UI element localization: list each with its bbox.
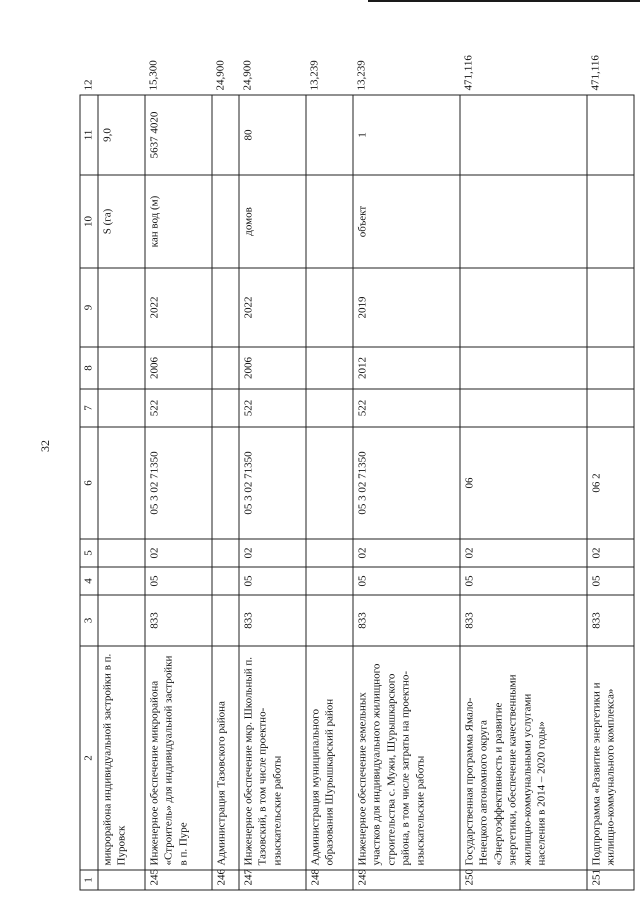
table-row bbox=[145, 78, 212, 890]
cell-c8: 2006 bbox=[239, 347, 306, 389]
cell-c7 bbox=[460, 389, 587, 427]
cell-c12: 13,239 bbox=[355, 60, 368, 91]
cell-num: 246 bbox=[212, 870, 239, 890]
cell-c11 bbox=[306, 95, 353, 175]
cell-c5: 02 bbox=[239, 539, 306, 567]
cell-c7: 522 bbox=[145, 389, 212, 427]
cell-c4 bbox=[306, 567, 353, 595]
cell-c3 bbox=[212, 595, 239, 646]
table-row bbox=[353, 78, 460, 890]
cell-c6 bbox=[212, 427, 239, 539]
cell-c9: 2022 bbox=[145, 268, 212, 347]
cell-c10 bbox=[587, 175, 634, 268]
column-number: 10 bbox=[80, 175, 98, 268]
cell-c5: 02 bbox=[353, 539, 460, 567]
cell-name: Инженерное обеспечение земельных участков для индивидуального жилищного строительства с. Мужи, Шурышкарского района, в том числе затраты на проектно-изыскательские работы bbox=[353, 646, 460, 870]
cell-c11: 1 bbox=[353, 95, 460, 175]
cell-c11 bbox=[460, 95, 587, 175]
column-number: 1 bbox=[80, 870, 98, 890]
cell-c12: 24,900 bbox=[241, 60, 254, 91]
cell-num: 249 bbox=[353, 870, 460, 890]
cell-name: Администрация муниципального образования Шурышкарский район bbox=[306, 646, 353, 870]
cell-c4 bbox=[212, 567, 239, 595]
cell-c10 bbox=[212, 175, 239, 268]
cell-num bbox=[98, 870, 145, 890]
table-row-continuation bbox=[98, 78, 145, 890]
cell-c9 bbox=[306, 268, 353, 347]
cell-c12: 15,300 bbox=[147, 60, 160, 91]
cell-c8: 2006 bbox=[145, 347, 212, 389]
cell-name: Подпрограмма «Развитие энергетики и жилищно-коммунального комплекса» bbox=[587, 646, 634, 870]
cell-c3: 833 bbox=[587, 595, 634, 646]
cell-num: 250 bbox=[460, 870, 587, 890]
cell-c8 bbox=[460, 347, 587, 389]
cell-c10 bbox=[460, 175, 587, 268]
cell-c11: 5637 4020 bbox=[145, 95, 212, 175]
cell-c4: 05 bbox=[460, 567, 587, 595]
column-number: 8 bbox=[80, 347, 98, 389]
cell-c4: 05 bbox=[145, 567, 212, 595]
cell-c8: 2012 bbox=[353, 347, 460, 389]
cell-num: 248 bbox=[306, 870, 353, 890]
cell-c3: 833 bbox=[460, 595, 587, 646]
table-row bbox=[212, 78, 239, 890]
cell-num: 247 bbox=[239, 870, 306, 890]
cell-c6: 05 3 02 71350 bbox=[353, 427, 460, 539]
cell-c4: 05 bbox=[587, 567, 634, 595]
cell-c6: 05 3 02 71350 bbox=[239, 427, 306, 539]
top-rule bbox=[368, 0, 640, 2]
cell-c3 bbox=[306, 595, 353, 646]
cell-c9 bbox=[587, 268, 634, 347]
cell-c9: 2022 bbox=[239, 268, 306, 347]
column-number: 9 bbox=[80, 268, 98, 347]
cell-c11 bbox=[212, 95, 239, 175]
cell-c3: 833 bbox=[145, 595, 212, 646]
cell-quantity: 9,0 bbox=[98, 95, 145, 175]
page-number: 32 bbox=[38, 440, 52, 452]
cell-c10: кан вод (м) bbox=[145, 175, 212, 268]
column-number: 11 bbox=[80, 95, 98, 175]
column-number: 6 bbox=[80, 427, 98, 539]
cell-c6: 06 bbox=[460, 427, 587, 539]
cell-name: Инженерное обеспечение мкр. Школьный п. Тазовский, в том числе проектно-изыскательские работы bbox=[239, 646, 306, 870]
cell-c12: 471,116 bbox=[462, 55, 475, 91]
cell-c12: 13,239 bbox=[308, 60, 321, 91]
cell-name: Инженерное обеспечение микрорайона «Строитель» для индивидуальной застройки в п. Пуре bbox=[145, 646, 212, 870]
cell-c4: 05 bbox=[239, 567, 306, 595]
table-row bbox=[460, 78, 587, 890]
cell-c5: 02 bbox=[460, 539, 587, 567]
cell-num: 251 bbox=[587, 870, 634, 890]
cell-c7 bbox=[306, 389, 353, 427]
column-number: 12 bbox=[82, 79, 94, 91]
cell-num: 245 bbox=[145, 870, 212, 890]
cell-c5: 02 bbox=[587, 539, 634, 567]
cell-c3: 833 bbox=[239, 595, 306, 646]
table-row bbox=[306, 78, 353, 890]
cell-name: Государственная программа Ямало-Ненецкого автономного округа «Энергоэффективность и развитие энергетики, обеспечение качественными жилищно-коммунальными услугами населения в 2014 – 2020 годы» bbox=[460, 646, 587, 870]
cell-c8 bbox=[212, 347, 239, 389]
cell-c7 bbox=[587, 389, 634, 427]
cell-c7 bbox=[212, 389, 239, 427]
column-number: 2 bbox=[80, 646, 98, 870]
cell-unit: S (га) bbox=[98, 175, 145, 268]
cell-c3: 833 bbox=[353, 595, 460, 646]
cell-c6: 05 3 02 71350 bbox=[145, 427, 212, 539]
budget-table bbox=[80, 55, 635, 891]
column-number: 3 bbox=[80, 595, 98, 646]
cell-c5 bbox=[212, 539, 239, 567]
cell-c11: 80 bbox=[239, 95, 306, 175]
cell-c5: 02 bbox=[145, 539, 212, 567]
cell-name: микрорайона индивидуальной застройки в п. Пуровск bbox=[98, 646, 145, 870]
cell-c8 bbox=[306, 347, 353, 389]
cell-c11 bbox=[587, 95, 634, 175]
cell-name: Администрация Тазовского района bbox=[212, 646, 239, 870]
rotated-table-page bbox=[80, 55, 635, 891]
column-number-row bbox=[80, 78, 98, 890]
column-number: 7 bbox=[80, 389, 98, 427]
table-row bbox=[587, 78, 634, 890]
cell-c9 bbox=[460, 268, 587, 347]
column-number: 5 bbox=[80, 539, 98, 567]
cell-c8 bbox=[587, 347, 634, 389]
cell-c7: 522 bbox=[239, 389, 306, 427]
cell-c12: 24,900 bbox=[214, 60, 227, 91]
cell-c5 bbox=[306, 539, 353, 567]
cell-c10: домов bbox=[239, 175, 306, 268]
table-row bbox=[239, 78, 306, 890]
cell-c10: объект bbox=[353, 175, 460, 268]
cell-c10 bbox=[306, 175, 353, 268]
cell-c7: 522 bbox=[353, 389, 460, 427]
cell-c4: 05 bbox=[353, 567, 460, 595]
cell-c9 bbox=[212, 268, 239, 347]
column-number: 4 bbox=[80, 567, 98, 595]
table-body bbox=[80, 55, 634, 890]
cell-c12: 471,116 bbox=[589, 55, 602, 91]
cell-c6 bbox=[306, 427, 353, 539]
cell-c9: 2019 bbox=[353, 268, 460, 347]
cell-c6: 06 2 bbox=[587, 427, 634, 539]
